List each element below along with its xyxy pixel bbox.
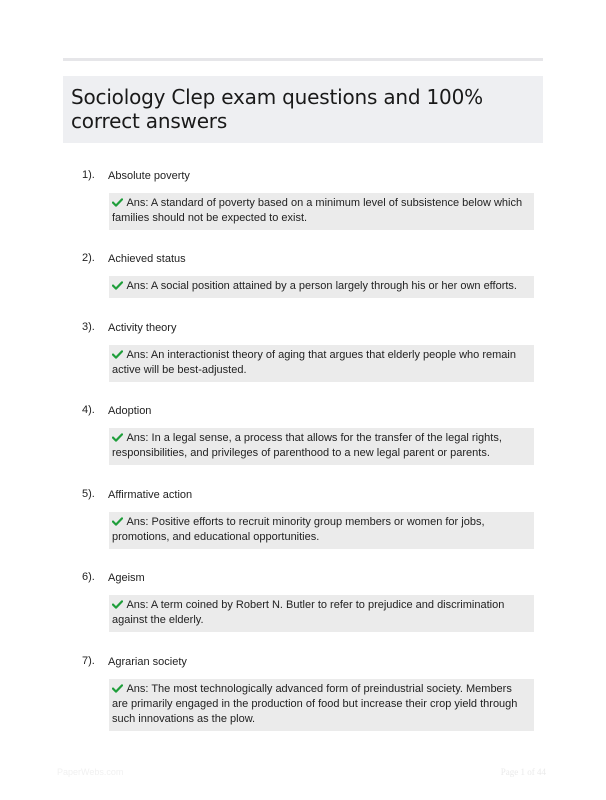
answer-prefix: Ans: xyxy=(126,197,149,209)
answer-box xyxy=(109,345,534,382)
answer-prefix: Ans: xyxy=(126,599,149,611)
answer-text: A standard of poverty based on a minimum level of subsistence below which families should not be expected to exist. xyxy=(112,197,523,224)
answer-text: Positive efforts to recruit minority group members or women for jobs, promotions, and educational opportunities. xyxy=(112,516,485,543)
answer-prefix: Ans: xyxy=(126,432,149,444)
answer-box xyxy=(109,428,534,465)
answer-box xyxy=(109,679,534,731)
check-icon xyxy=(112,350,123,359)
answer-prefix: Ans: xyxy=(126,516,149,528)
footer-watermark: PaperWebs.com xyxy=(57,767,124,777)
question-number: 1). xyxy=(82,169,95,181)
answer-box xyxy=(109,276,534,298)
question-term: Activity theory xyxy=(108,322,177,334)
title-banner xyxy=(63,76,543,143)
question-term: Adoption xyxy=(108,405,152,417)
question-term: Agrarian society xyxy=(108,656,187,668)
answer-prefix: Ans: xyxy=(126,349,149,361)
question-term: Ageism xyxy=(108,572,145,584)
question-number: 5). xyxy=(82,488,95,500)
document-title: Sociology Clep exam questions and 100% correct answers xyxy=(71,85,483,133)
answer-box xyxy=(109,193,534,230)
question-number: 6). xyxy=(82,571,95,583)
question-number: 7). xyxy=(82,655,95,667)
top-divider xyxy=(63,58,543,61)
answer-text: An interactionist theory of aging that argues that elderly people who remain active will be best-adjusted. xyxy=(112,349,516,376)
question-term: Absolute poverty xyxy=(108,170,190,182)
answer-text: In a legal sense, a process that allows for the transfer of the legal rights, responsibilities, and privileges of parenthood to a new legal parent or parents. xyxy=(112,432,502,459)
check-icon xyxy=(112,684,123,693)
answer-prefix: Ans: xyxy=(126,683,149,695)
question-term: Achieved status xyxy=(108,253,186,265)
answer-box xyxy=(109,512,534,549)
answer-text: The most technologically advanced form of preindustrial society. Members are primarily engaged in the production of food but increase their crop yield through such innovations as the plow. xyxy=(112,683,518,725)
question-number: 3). xyxy=(82,321,95,333)
answer-box xyxy=(109,595,534,632)
answer-text: A term coined by Robert N. Butler to refer to prejudice and discrimination against the elderly. xyxy=(112,599,505,626)
check-icon xyxy=(112,281,123,290)
check-icon xyxy=(112,198,123,207)
check-icon xyxy=(112,433,123,442)
check-icon xyxy=(112,517,123,526)
page-number: Page 1 of 44 xyxy=(500,767,546,777)
answer-text: A social position attained by a person largely through his or her own efforts. xyxy=(150,280,517,292)
check-icon xyxy=(112,600,123,609)
question-number: 2). xyxy=(82,252,95,264)
question-number: 4). xyxy=(82,404,95,416)
question-term: Affirmative action xyxy=(108,489,193,501)
answer-prefix: Ans: xyxy=(126,280,149,292)
